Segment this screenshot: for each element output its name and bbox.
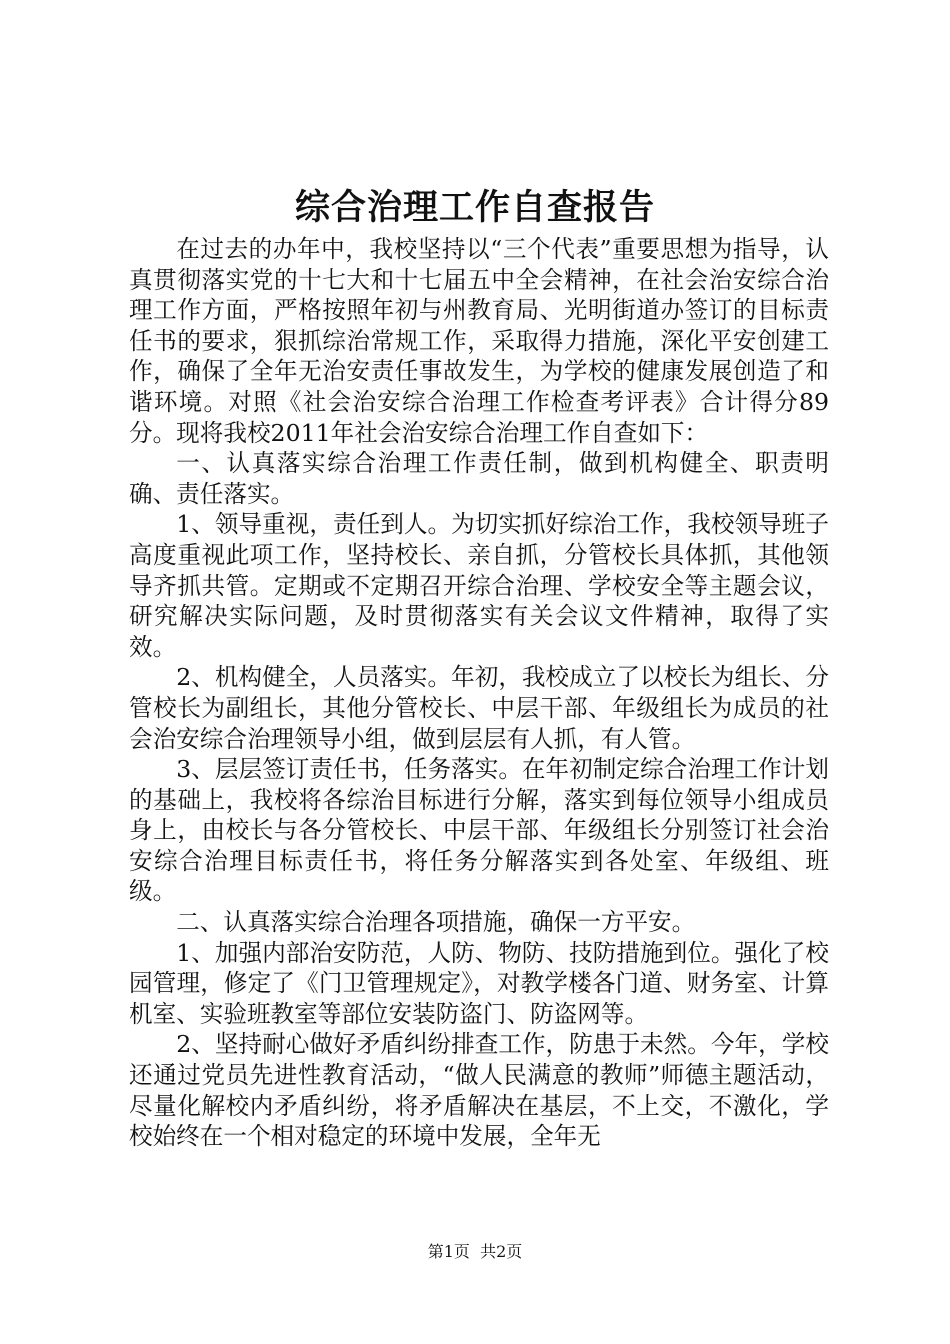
section-2-item-2: 2、坚持耐心做好矛盾纠纷排查工作，防患于未然。今年，学校还通过党员先进性教育活动，“做人民满意的教师”师德主题活动，尽量化解校内矛盾纠纷，将矛盾解决在基层，不上交，不激化，学校始终在一个相对稳定的环境中发展，全年无: [129, 1030, 829, 1151]
document-title: 综合治理工作自查报告: [294, 187, 655, 228]
section-1-item-2: 2、机构健全，人员落实。年初，我校成立了以校长为组长、分管校长为副组长，其他分管校长、中层干部、年级组长为成员的社会治安综合治理领导小组，做到层层有人抓，有人管。: [129, 663, 829, 753]
section-heading-1: 一、认真落实综合治理工作责任制，做到机构健全、职责明确、责任落实。: [129, 449, 829, 508]
page-number: 第1页 共2页: [427, 1242, 523, 1261]
section-heading-2: 二、认真落实综合治理各项措施，确保一方平安。: [176, 908, 696, 937]
document-body: [129, 234, 829, 1152]
section-1-item-1: 1、领导重视，责任到人。为切实抓好综治工作，我校领导班子高度重视此项工作，坚持校长、亲自抓，分管校长具体抓，其他领导齐抓共管。定期或不定期召开综合治理、学校安全等主题会议，研究解决实际问题，及时贯彻落实有关会议文件精神，取得了实效。: [129, 510, 829, 661]
section-2-item-1: 1、加强内部治安防范，人防、物防、技防措施到位。强化了校园管理，修定了《门卫管理规定》，对教学楼各门道、财务室、计算机室、实验班教室等部位安装防盗门、防盗网等。: [129, 938, 829, 1028]
section-1-item-3: 3、层层签订责任书，任务落实。在年初制定综合治理工作计划的基础上，我校将各综治目标进行分解，落实到每位领导小组成员身上，由校长与各分管校长、中层干部、年级组长分别签订社会治安综合治理目标责任书，将任务分解落实到各处室、年级组、班级。: [129, 755, 829, 906]
intro-paragraph: 在过去的办年中，我校坚持以“三个代表”重要思想为指导，认真贯彻落实党的十七大和十七届五中全会精神，在社会治安综合治理工作方面，严格按照年初与州教育局、光明街道办签订的目标责任书的要求，狠抓综治常规工作，采取得力措施，深化平安创建工作，确保了全年无治安责任事故发生，为学校的健康发展创造了和谐环境。对照《社会治安综合治理工作检查考评表》合计得分89分。现将我校2011年社会治安综合治理工作自查如下：: [129, 235, 829, 447]
page-footer: [0, 1242, 950, 1262]
